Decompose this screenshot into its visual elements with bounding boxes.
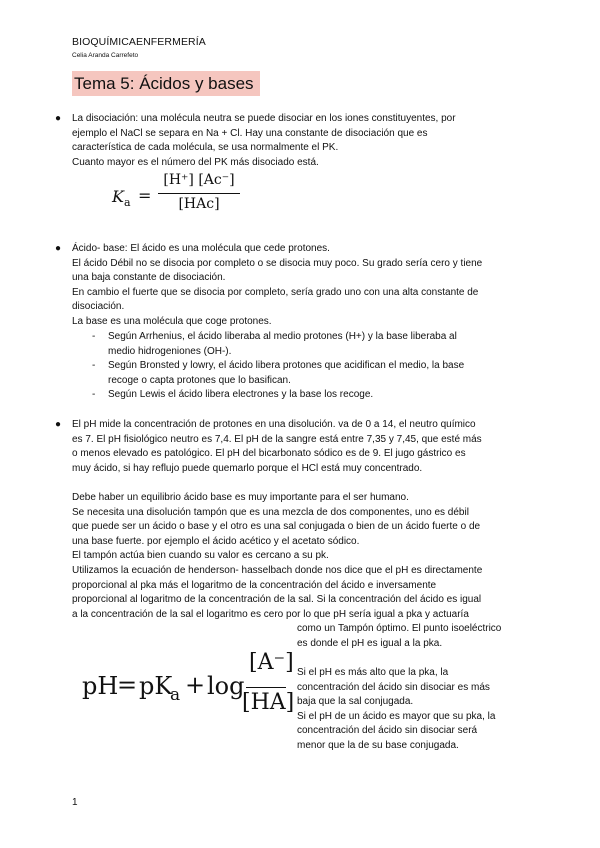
list-item [108,388,538,403]
dash-marker: - [92,360,96,371]
ph-paragraph [72,418,542,476]
formula-equals: = [117,671,138,699]
text-line: medio hidrogeniones (OH-). [108,345,232,357]
dash-marker: - [92,389,96,400]
text-line: concentración del ácido sin disociar será [297,725,478,737]
text-line: muy ácido, si hay reflujo puede quemarlo porque el HCl está muy concentrado. [72,462,423,474]
page-number: 1 [72,797,78,808]
dissociation-constant-formula [112,172,242,218]
text-line: La base es una molécula que coge protones. [72,315,272,327]
bullet-icon: ● [55,419,62,430]
text-line: Según Lewis el ácido libera electrones y la base los recoge. [108,389,374,400]
text-line: ejemplo el NaCl se separa en Na + Cl. Hay una constante de disociación que es [72,127,428,139]
side-text-isoelectric [297,622,547,651]
text-line: Debe haber un equilibrio ácido base es muy importante para el ser humano. [72,492,409,503]
formula-ka-symbol: K [112,187,124,206]
text-line: El tampón actúa bien cuando su valor es cercano a su pk. [72,550,329,562]
formula-numerator: [A⁻] [249,650,294,675]
text-line: disociación. [72,301,125,313]
formula-pk: pK [139,672,173,700]
text-line: una base fuerte. por ejemplo el ácido acético y el acetato sódico. [72,535,360,547]
formula-ph: pH [82,672,119,700]
fraction-line [158,193,240,194]
side-text-ph-vs-pka [297,666,547,754]
text-line: Cuanto mayor es el número del PK más disociado está. [72,156,319,168]
henderson-hasselbalch-formula [82,650,295,730]
buffer-paragraph [72,491,542,622]
text-line: baja que la sal conjugada. [297,696,414,708]
text-line: El ácido Débil no se disocia por completo o se disocia muy poco. Su grado sería cero y tiene [72,257,483,269]
text-line: El pH mide la concentración de protones en una disolución. va de 0 a 14, el neutro químico [72,419,476,430]
formula-equals: = [138,186,152,205]
text-line: Ácido- base: El ácido es una molécula que cede protones. [72,243,330,254]
list-item [108,330,538,359]
text-line: proporcional al logaritmo de la concentración de la sal. Si la concentración del ácido es igual [72,594,482,606]
formula-denominator: [HA] [242,690,295,715]
formula-pk-subscript: a [170,685,181,705]
text-line: Según Arrhenius, el ácido liberaba al medio protones (H+) y la base liberaba al [108,331,457,342]
text-line: En cambio el fuerte que se disocia por completo, sería grado uno con una alta constante de [72,286,479,298]
text-line: a la concentración de la sal el logaritmo es cero por lo que pH sería igual a pka y actuaría [72,608,469,620]
text-line: es 7. El pH fisiológico neutro es 7,4. El pH de la sangre está entre 7,35 y 7,45, que esté más [72,433,482,445]
text-line: es donde el pH es igual a la pka. [297,637,443,649]
formula-numerator: [H⁺] [Ac⁻] [163,172,235,188]
text-line: La disociación: una molécula neutra se puede disociar en los iones constituyentes, por [72,113,456,124]
text-line: Si el pH de un ácido es mayor que su pka, la [297,710,496,722]
page-title: Tema 5: Ácidos y bases [72,71,260,96]
text-line: Si el pH es más alto que la pka, la [297,667,449,678]
text-line: recoge o capta protones que lo basifican. [108,374,291,386]
list-item [108,359,538,388]
text-line: característica de cada molécula, se usa normalmente el PK. [72,142,339,154]
text-line: una baja constante de disociación. [72,272,226,284]
dash-marker: - [92,331,96,342]
fraction-line [246,687,286,688]
text-line: Utilizamos la ecuación de henderson- hasselbach donde nos dice que el pH es directamente [72,564,483,576]
bullet-icon: ● [55,243,62,254]
text-line: menor que la de su base conjugada. [297,739,459,751]
dissociation-paragraph [72,112,532,170]
text-line: como un Tampón óptimo. El punto isoeléctrico [297,623,502,634]
formula-plus: + [185,671,206,699]
document-header-title: BIOQUÍMICAENFERMERÍA [72,36,206,48]
bullet-icon: ● [55,113,62,124]
document-author: Celia Aranda Carrefeto [72,52,139,59]
text-line: concentración del ácido sin disociar es más [297,681,490,693]
text-line: Se necesita una disolución tampón que es una mezcla de dos componentes, uno es débil [72,506,469,518]
formula-ka-subscript: a [124,196,131,209]
acid-base-paragraph [72,242,542,330]
text-line: que puede ser un ácido o base y el otro es una sal conjugada o bien de un ácido fuerte o de [72,521,481,533]
text-line: Según Bronsted y lowry, el ácido libera protones que acidifican el medio, la base [108,360,465,371]
formula-log: log [207,672,245,700]
text-line: o menos elevado es patológico. El pH del bicarbonato sódico es de 9. El jugo gástrico es [72,448,466,460]
formula-denominator: [HAc] [178,196,220,212]
text-line: proporcional al pka más el logaritmo de la concentración del ácido e inversamente [72,579,437,591]
